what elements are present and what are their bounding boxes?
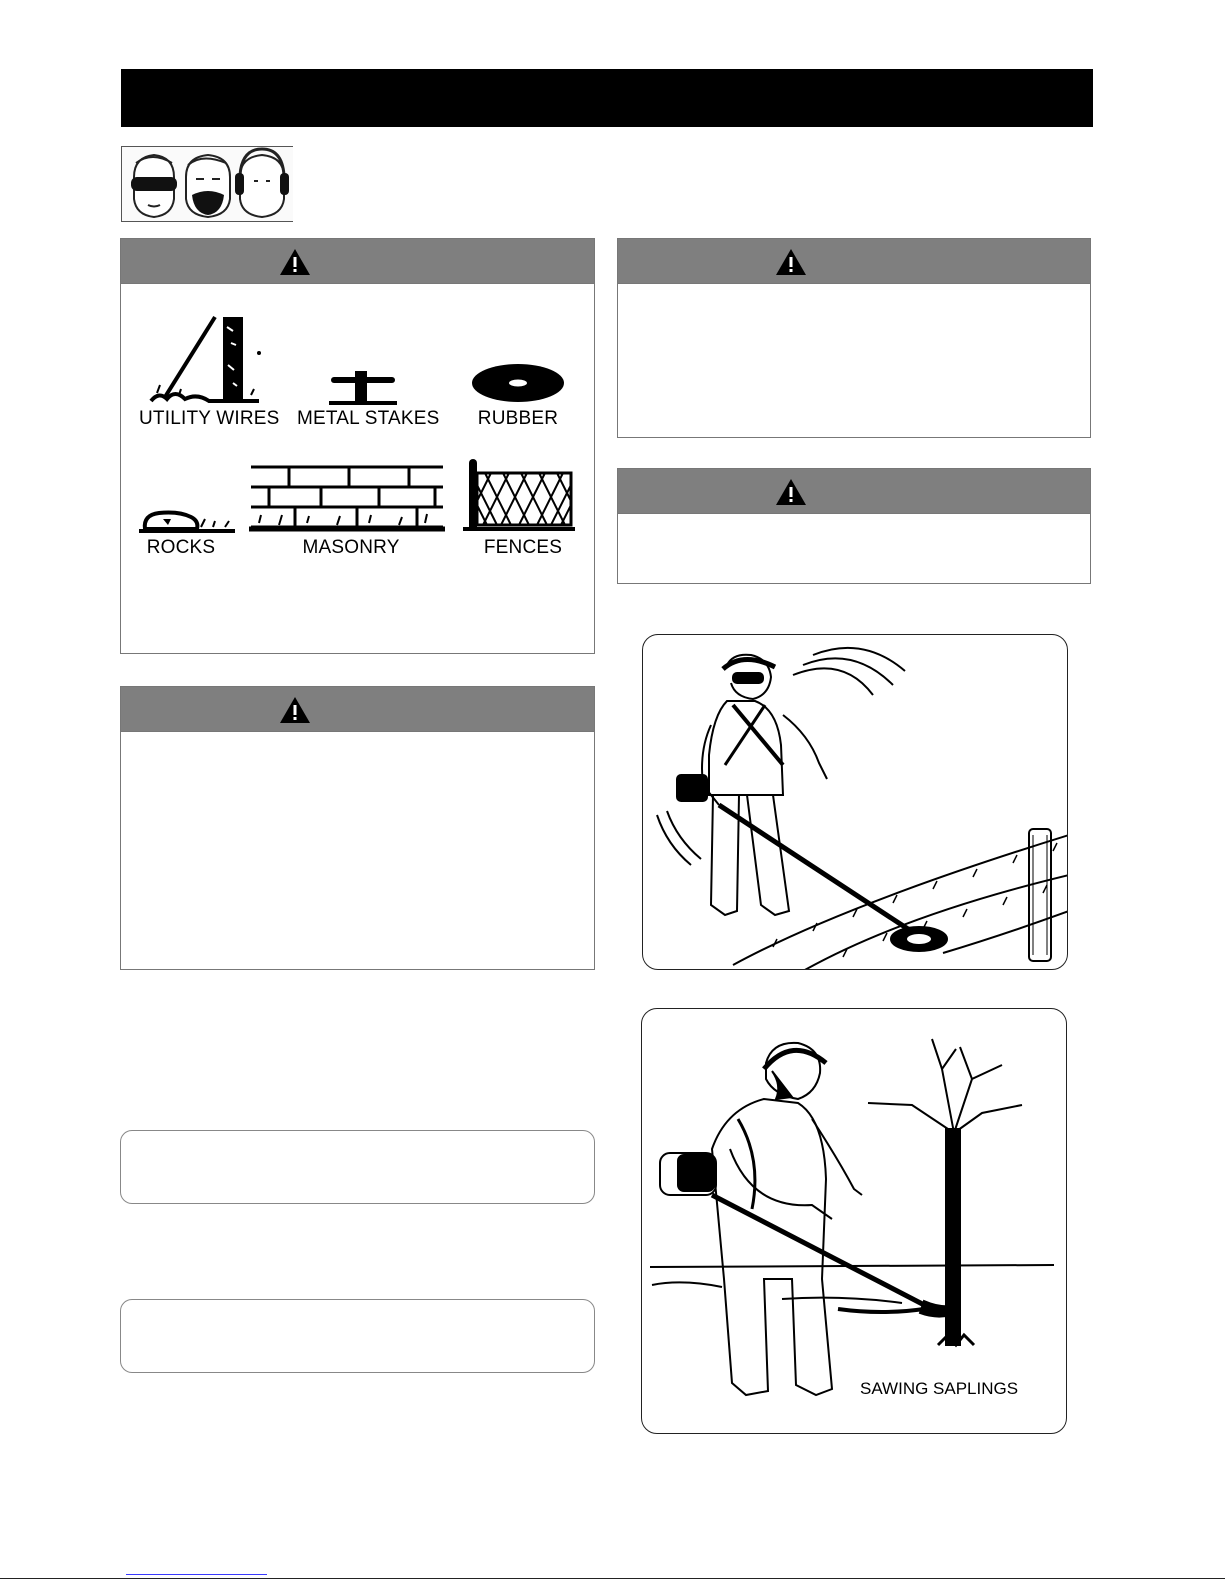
label-fences: FENCES [483,537,563,558]
ear-protection-icon [235,149,289,217]
warning-triangle-icon [775,248,807,276]
footer-rule [0,1578,1225,1579]
label-metal-stakes: METAL STAKES [297,408,440,429]
rubber-tire-icon [471,363,565,403]
label-masonry: MASONRY [302,537,400,558]
figure-fence-hazard [642,634,1068,970]
operator-fence-illustration [643,635,1068,970]
warning-box-2 [120,686,595,970]
caption-sawing-saplings: SAWING SAPLINGS [860,1379,1019,1398]
sawing-saplings-illustration [642,1009,1067,1434]
warning-header [618,239,1090,284]
section-header-bar [121,69,1093,127]
metal-stakes-icon [327,367,399,407]
warning-triangle-icon [279,696,311,724]
masonry-wall-icon [249,463,445,533]
label-utility-wires: UTILITY WIRES [139,408,280,429]
warning-box-3 [617,238,1091,438]
ppe-icons [122,147,292,221]
warning-header [121,239,594,284]
note-box-2 [120,1299,595,1373]
dust-mask-icon [186,155,230,217]
label-rubber: RUBBER [477,408,559,429]
ppe-icons-panel [121,146,293,222]
rocks-icon [139,505,237,535]
warning-header [618,469,1090,514]
figure-sawing-saplings [641,1008,1067,1434]
warning-header [121,687,594,732]
chain-link-fence-icon [463,459,575,533]
safety-goggles-icon [131,155,177,217]
label-rocks: ROCKS [146,537,216,558]
warning-triangle-icon [279,248,311,276]
note-box-1 [120,1130,595,1204]
footer-link-underline[interactable] [126,1574,267,1575]
warning-triangle-icon [775,478,807,506]
warning-box-objects [120,238,595,654]
utility-wires-icon [149,313,269,405]
warning-box-4 [617,468,1091,584]
